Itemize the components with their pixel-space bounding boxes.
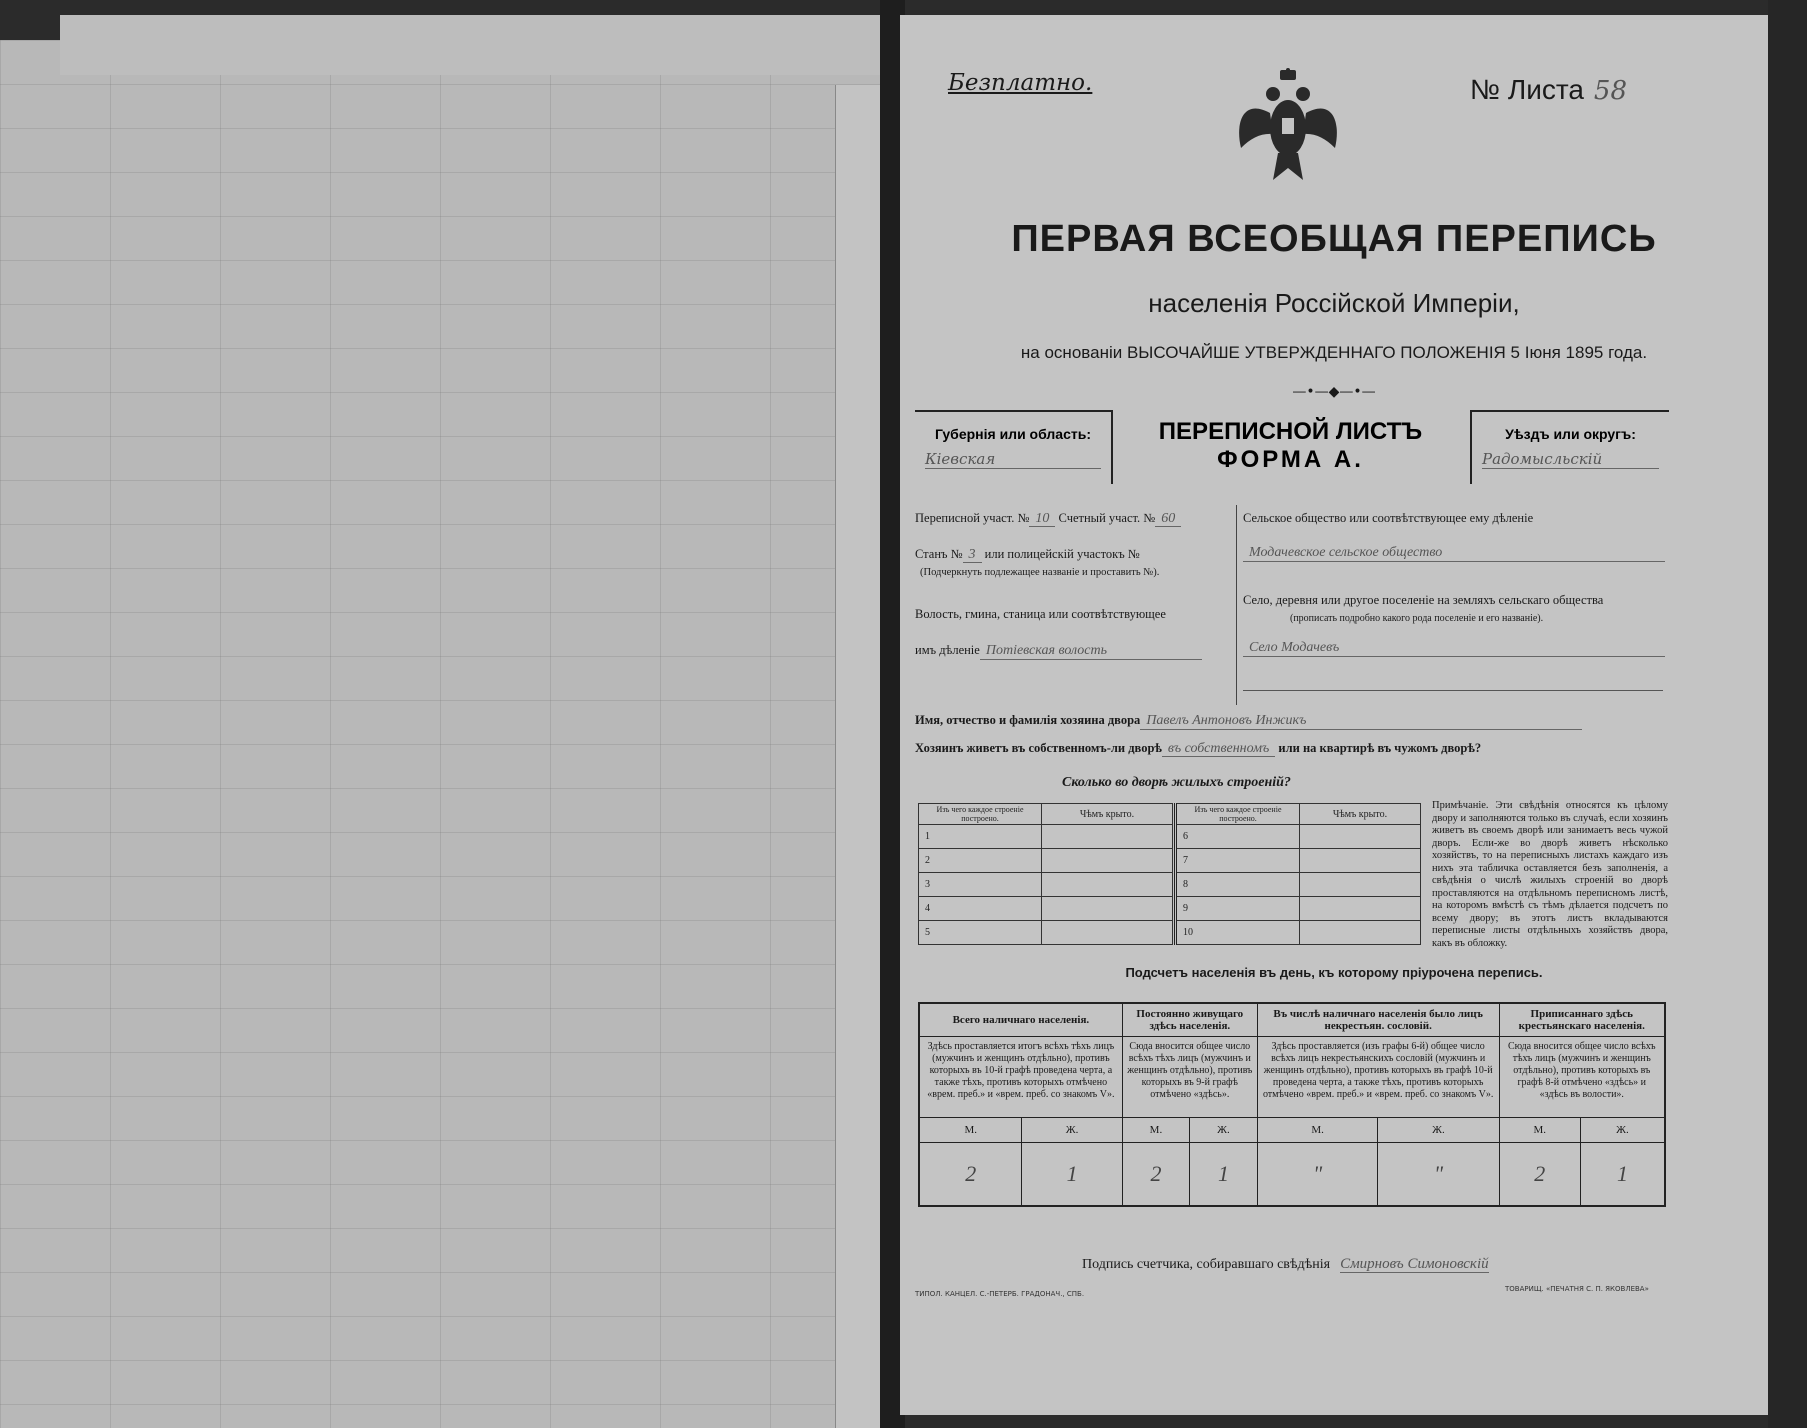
row-number: 4: [919, 897, 1042, 921]
schetny-uchastok-value: 60: [1155, 511, 1181, 527]
obshchestvo-label: Сельское общество или соотвѣтствующее ему дѣленіе: [1243, 511, 1534, 525]
perepis-uchastok-value: 10: [1029, 511, 1055, 527]
row-number: 1: [919, 825, 1042, 849]
sheet-number-value: 58: [1593, 76, 1628, 106]
roof-cell: [1042, 921, 1173, 945]
peasant-male-value: 2: [1499, 1143, 1580, 1207]
female-header: Ж.: [1190, 1118, 1258, 1143]
row-number: 7: [1176, 849, 1300, 873]
peasant-female-value: 1: [1580, 1143, 1665, 1207]
row-number: 3: [919, 873, 1042, 897]
owner-label: Имя, отчество и фамилія хозяина двора: [915, 713, 1141, 727]
table-row: [919, 921, 1173, 945]
col-registered-peasant: Приписаннаго здѣсь крестьянскаго населенія.: [1499, 1003, 1665, 1037]
population-title: Подсчетъ населенія въ день, къ которому пріурочена перепись.: [1125, 965, 1543, 980]
row-number: 6: [1176, 825, 1300, 849]
column-divider: [1236, 505, 1237, 705]
schetny-uchastok-label: Счетный участ. №: [1058, 511, 1156, 525]
roof-cell: [1300, 873, 1421, 897]
table-row: [919, 825, 1173, 849]
lives-field: [915, 741, 1481, 757]
roof-cell: [1300, 849, 1421, 873]
col-material: Изъ чего каждое строеніе построено.: [919, 804, 1042, 825]
census-title: ПЕРВАЯ ВСЕОБЩАЯ ПЕРЕПИСЬ: [1011, 218, 1657, 260]
lives-label: Хозяинъ живетъ въ собственномъ-ли дворѣ: [915, 741, 1162, 755]
gubernia-cell: [915, 410, 1113, 484]
row-number: 5: [919, 921, 1042, 945]
owner-value: Павелъ Антоновъ Инжикъ: [1140, 713, 1582, 730]
sheet-number-label: № Листа: [1470, 74, 1584, 105]
desc-total-present: Здѣсь проставляется итогъ всѣхъ тѣхъ лицъ (мужчинъ и женщинъ отдѣльно), противъ которыхъ въ 10-й графѣ проведена черта, а также тѣхъ, противъ которыхъ отмѣчено «врем. преб.» и «врем. преб. со знакомъ V».: [919, 1037, 1122, 1118]
col-total-present: Всего наличнаго населенія.: [919, 1003, 1122, 1037]
roof-cell: [1042, 873, 1173, 897]
volost-label-2: имъ дѣленіе: [915, 643, 980, 657]
form-letter: ФОРМА А.: [1217, 446, 1364, 473]
form-title-cell: [1113, 410, 1468, 482]
form-title: ПЕРЕПИСНОЙ ЛИСТЪ: [1158, 418, 1423, 445]
table-row: [919, 897, 1173, 921]
female-header: Ж.: [1378, 1118, 1499, 1143]
roof-cell: [1042, 849, 1173, 873]
col-permanent: Постоянно живущаго здѣсь населенія.: [1122, 1003, 1257, 1037]
non-peasant-male-value: ": [1257, 1143, 1378, 1207]
desc-registered-peasant: Сюда вносится общее число всѣхъ тѣхъ лицъ (мужчинъ и женщинъ отдѣльно), противъ которыхъ въ графѣ 8-й отмѣчено «здѣсь» и «здѣсь въ волости».: [1499, 1037, 1665, 1118]
table-row: [1176, 897, 1421, 921]
sheet-number: [1470, 74, 1627, 106]
lives-suffix: или на квартирѣ въ чужомъ дворѣ?: [1278, 741, 1482, 755]
uezd-label: Уѣздъ или округъ:: [1505, 426, 1636, 442]
col-non-peasant: Въ числѣ наличнаго населенія было лицъ некрестьян. сословій.: [1257, 1003, 1499, 1037]
volost-field: [915, 643, 1202, 660]
table-row: [1176, 849, 1421, 873]
col-roof: Чѣмъ крыто.: [1042, 804, 1173, 825]
male-header: М.: [1257, 1118, 1378, 1143]
stan-field: [915, 547, 1140, 563]
volost-label: Волость, гмина, станица или соотвѣтствующее: [915, 607, 1166, 621]
permanent-male-value: 2: [1122, 1143, 1189, 1207]
stan-suffix: или полицейскій участокъ №: [984, 547, 1140, 561]
census-subtitle: населенія Россійской Имперіи,: [1148, 288, 1520, 318]
buildings-table-right: [1174, 803, 1421, 945]
roof-cell: [1300, 825, 1421, 849]
uezd-value: Радомысльскій: [1482, 450, 1659, 469]
desc-permanent: Сюда вносится общее число всѣхъ тѣхъ лицъ (мужчинъ и женщинъ отдѣльно), противъ которыхъ въ 9-й графѣ отмѣчено «здѣсь».: [1122, 1037, 1257, 1118]
stan-note: (Подчеркнуть подлежащее названіе и проставить №).: [920, 567, 1160, 578]
stan-value: 3: [963, 547, 982, 563]
header-box: [915, 410, 1667, 482]
col-material: Изъ чего каждое строеніе построено.: [1176, 804, 1300, 825]
selo-note: (прописать подробно какого рода поселеніе и его названіе).: [1290, 613, 1544, 624]
census-legal-basis: на основаніи ВЫСОЧАЙШЕ УТВЕРЖДЕННАГО ПОЛОЖЕНІЯ 5 Іюня 1895 года.: [1020, 343, 1648, 362]
free-label: Безплатно.: [948, 70, 1093, 96]
table-row: [919, 873, 1173, 897]
roof-cell: [1300, 921, 1421, 945]
selo-value: Село Модачевъ: [1243, 640, 1665, 657]
permanent-female-value: 1: [1190, 1143, 1258, 1207]
double-headed-eagle-emblem: [1233, 68, 1343, 188]
selo-value-line: [1243, 640, 1665, 657]
gubernia-value: Кіевская: [925, 450, 1101, 469]
owner-field: [915, 713, 1582, 730]
stan-label: Станъ №: [915, 547, 963, 561]
buildings-table-left: [918, 803, 1173, 945]
total-female-value: 1: [1022, 1143, 1122, 1207]
selo-label: Село, деревня или другое поселеніе на земляхъ сельскаго общества: [1243, 593, 1604, 607]
male-header: М.: [919, 1118, 1022, 1143]
lives-value: въ собственномъ: [1162, 741, 1275, 757]
row-number: 10: [1176, 921, 1300, 945]
female-header: Ж.: [1580, 1118, 1665, 1143]
row-number: 2: [919, 849, 1042, 873]
perepis-uchastok-label: Переписной участ. №: [915, 511, 1030, 525]
row-number: 8: [1176, 873, 1300, 897]
stacked-page-edges: [1768, 0, 1807, 1428]
uezd-cell: [1470, 410, 1669, 484]
buildings-question: Сколько во дворѣ жилыхъ строеній?: [1062, 775, 1291, 790]
blank-line: [1243, 690, 1663, 691]
printer-imprint-left: ТИПОЛ. КАНЦЕЛ. С.-ПЕТЕРБ. ГРАДОНАЧ., СПБ.: [915, 1290, 1085, 1298]
perepis-uchastok-field: [915, 511, 1181, 527]
obshchestvo-value: Модачевское сельское общество: [1243, 545, 1665, 562]
female-header: Ж.: [1022, 1118, 1122, 1143]
table-row: [1176, 873, 1421, 897]
note-paragraph: Примѣчаніе. Эти свѣдѣнія относятся къ цѣлому двору и заполняются только въ случаѣ, если хозяинъ живетъ въ своемъ дворѣ или занимаетъ весь чужой дворъ. Если-же во дворѣ живетъ нѣсколько хозяйствъ, то на переписныхъ листахъ каждаго изъ нихъ эта табличка оставляется безъ заполненія, а свѣдѣнія о числѣ жилыхъ строеній во дворѣ проставляются на отдѣльномъ переписномъ листѣ, на которомъ вмѣстѣ съ тѣмъ дѣлается подсчетъ по всему двору; въ этотъ листъ вкладываются переписные листы отдѣльныхъ хозяйствъ двора, какъ въ обложку.: [1432, 800, 1668, 949]
male-header: М.: [1499, 1118, 1580, 1143]
gubernia-label: Губернія или область:: [934, 426, 1092, 442]
volost-value: Потіевская волость: [980, 643, 1202, 660]
male-header: М.: [1122, 1118, 1189, 1143]
population-table: [918, 1002, 1666, 1207]
obshchestvo-value-line: [1243, 545, 1663, 562]
table-row: [919, 849, 1173, 873]
table-row: [1176, 921, 1421, 945]
total-male-value: 2: [919, 1143, 1022, 1207]
signature-value: Смирновъ Симоновскій: [1340, 1256, 1489, 1272]
left-page-top-sheet: [60, 15, 900, 75]
desc-non-peasant: Здѣсь проставляется (изъ графы 6-й) общее число всѣхъ лицъ некрестьянскихъ сословій (мужчинъ и женщинъ отдѣльно), противъ которыхъ въ графѣ 10-й проведена черта, а также тѣхъ, противъ которыхъ отмѣчено «врем. преб.» и «врем. преб. со знакомъ V».: [1257, 1037, 1499, 1118]
table-row: [1176, 825, 1421, 849]
roof-cell: [1300, 897, 1421, 921]
col-roof: Чѣмъ крыто.: [1300, 804, 1421, 825]
ornament-divider: —•—◆—•—: [1292, 384, 1376, 400]
roof-cell: [1042, 825, 1173, 849]
obshchestvo-field: [1243, 511, 1533, 526]
left-page: [0, 40, 905, 1428]
row-number: 9: [1176, 897, 1300, 921]
non-peasant-female-value: ": [1378, 1143, 1499, 1207]
signature-label: Подпись счетчика, собиравшаго свѣдѣнія: [1082, 1257, 1331, 1272]
roof-cell: [1042, 897, 1173, 921]
printer-imprint-right: ТОВАРИЩ. «ПЕЧАТНЯ С. П. ЯКОВЛЕВА»: [1505, 1285, 1649, 1293]
enumerator-signature: [1082, 1256, 1489, 1273]
